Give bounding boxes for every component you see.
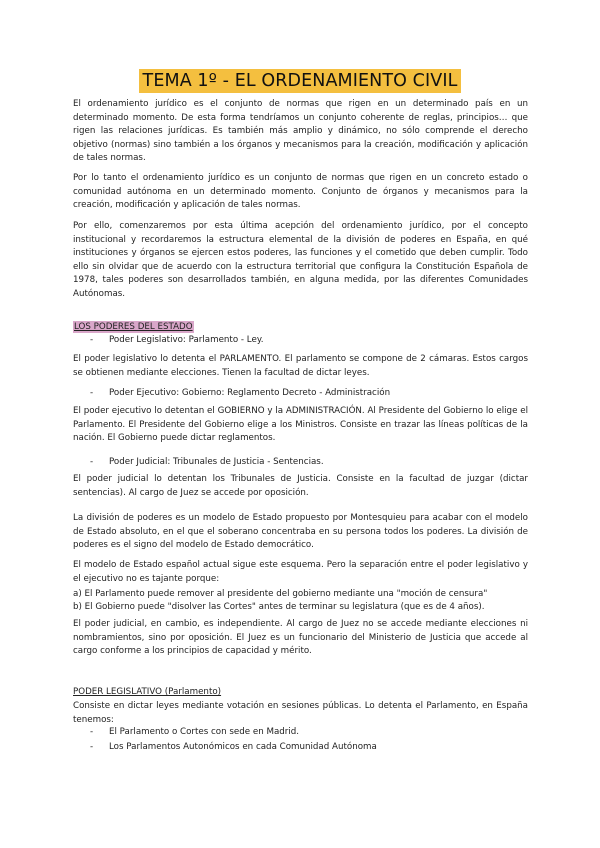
- list-item-judicial: [90, 456, 324, 470]
- legislativo-paragraph: El poder legislativo lo detenta el PARLAMENTO. El parlamento se compone de 2 cámaras. Estos cargos se obtienen mediante elecciones. Tienen la facultad de dictar leyes.: [73, 354, 528, 378]
- list-item-cortes: [90, 726, 299, 740]
- bullet-dash: -: [90, 388, 94, 398]
- intro-paragraph-3: Por ello, comenzaremos por esta última acepción del ordenamiento jurídico, por el concepto institucional y recordaremos la estructura elemental de la división de poderes en España, en qué instituciones y órganos se ejercen estos poderes, las funciones y el cometido que deben cumplir. Todo ello sin olvidar que de acuerdo con la estructura territorial que configura la Constitución Española de 1978, tales poderes son desarrollados también, en alguna medida, por las diferentes Comunidades Autónomas.: [73, 221, 528, 299]
- legislativo-section-paragraph: Consiste en dictar leyes mediante votación en sesiones públicas. Lo detenta el Parlamento, en España tenemos:: [73, 701, 528, 725]
- modelo-paragraph: El modelo de Estado español actual sigue este esquema. Pero la separación entre el poder legislativo y el ejecutivo no es tajante porque:: [73, 560, 528, 584]
- bullet-text: Los Parlamentos Autonómicos en cada Comunidad Autónoma: [109, 742, 377, 752]
- intro-paragraph-2: Por lo tanto el ordenamiento jurídico es un conjunto de normas que rigen en un concreto estado o comunidad autónoma en un determinado momento. Conjunto de órganos y mecanismos para la creación, modificación y aplicación de tales normas.: [73, 173, 528, 211]
- list-item-legislativo: [90, 334, 264, 348]
- item-a: a) El Parlamento puede remover al presidente del gobierno mediante una "moción de censura": [73, 589, 488, 599]
- title-wrap: [0, 69, 600, 93]
- intro-paragraph-1: El ordenamiento jurídico es el conjunto de normas que rigen en un determinado país en un determinado momento. De esta forma tendríamos un conjunto coherente de reglas, principios… que rigen las relaciones jurídicas. Es también más amplio y dinámico, no sólo comprende el derecho objetivo (normas) sino también a los órganos y mecanismos para la creación, modificación y aplicación de tales normas.: [73, 99, 528, 164]
- bullet-dash: -: [90, 742, 94, 752]
- page-title: TEMA 1º - EL ORDENAMIENTO CIVIL: [139, 69, 462, 93]
- bullet-dash: -: [90, 335, 94, 345]
- bullet-dash: -: [90, 457, 94, 467]
- section-heading-legislativo: PODER LEGISLATIVO (Parlamento): [73, 687, 222, 697]
- ejecutivo-paragraph: El poder ejecutivo lo detentan el GOBIERNO y la ADMINISTRACIÓN. Al Presidente del Gobierno lo elige el Parlamento. El Presidente del Gobierno elige a los Ministros. Consiste en trazar las líneas políticas de la nación. El Gobierno puede dictar reglamentos.: [73, 406, 528, 444]
- list-item-autonomicos: [90, 741, 377, 755]
- bullet-text: Poder Ejecutivo: Gobierno: Reglamento Decreto - Administración: [109, 388, 391, 398]
- judicial-paragraph: El poder judicial lo detentan los Tribunales de Justicia. Consiste en la facultad de juzgar (dictar sentencias). Al cargo de Juez se accede por oposición.: [73, 474, 528, 498]
- division-paragraph: La división de poderes es un modelo de Estado propuesto por Montesquieu para acabar con el modelo de Estado absoluto, en el que el soberano concentraba en su persona todos los poderes. La división de poderes es el signo del modelo de Estado democrático.: [73, 513, 528, 551]
- bullet-text: Poder Judicial: Tribunales de Justicia - Sentencias.: [109, 457, 324, 467]
- bullet-dash: -: [90, 727, 94, 737]
- section-heading-poderes: LOS PODERES DEL ESTADO: [74, 322, 193, 332]
- bullet-text: Poder Legislativo: Parlamento - Ley.: [109, 335, 264, 345]
- list-item-ejecutivo: [90, 387, 390, 401]
- independiente-paragraph: El poder judicial, en cambio, es independiente. Al cargo de Juez no se accede mediante elecciones ni nombramientos, sino por oposición. El Juez es un funcionario del Ministerio de Justicia que accede al cargo conforme a los principios de capacidad y mérito.: [73, 619, 528, 657]
- bullet-text: El Parlamento o Cortes con sede en Madrid.: [109, 727, 300, 737]
- item-b: b) El Gobierno puede "disolver las Cortes" antes de terminar su legislatura (que es de 4 años).: [73, 602, 485, 612]
